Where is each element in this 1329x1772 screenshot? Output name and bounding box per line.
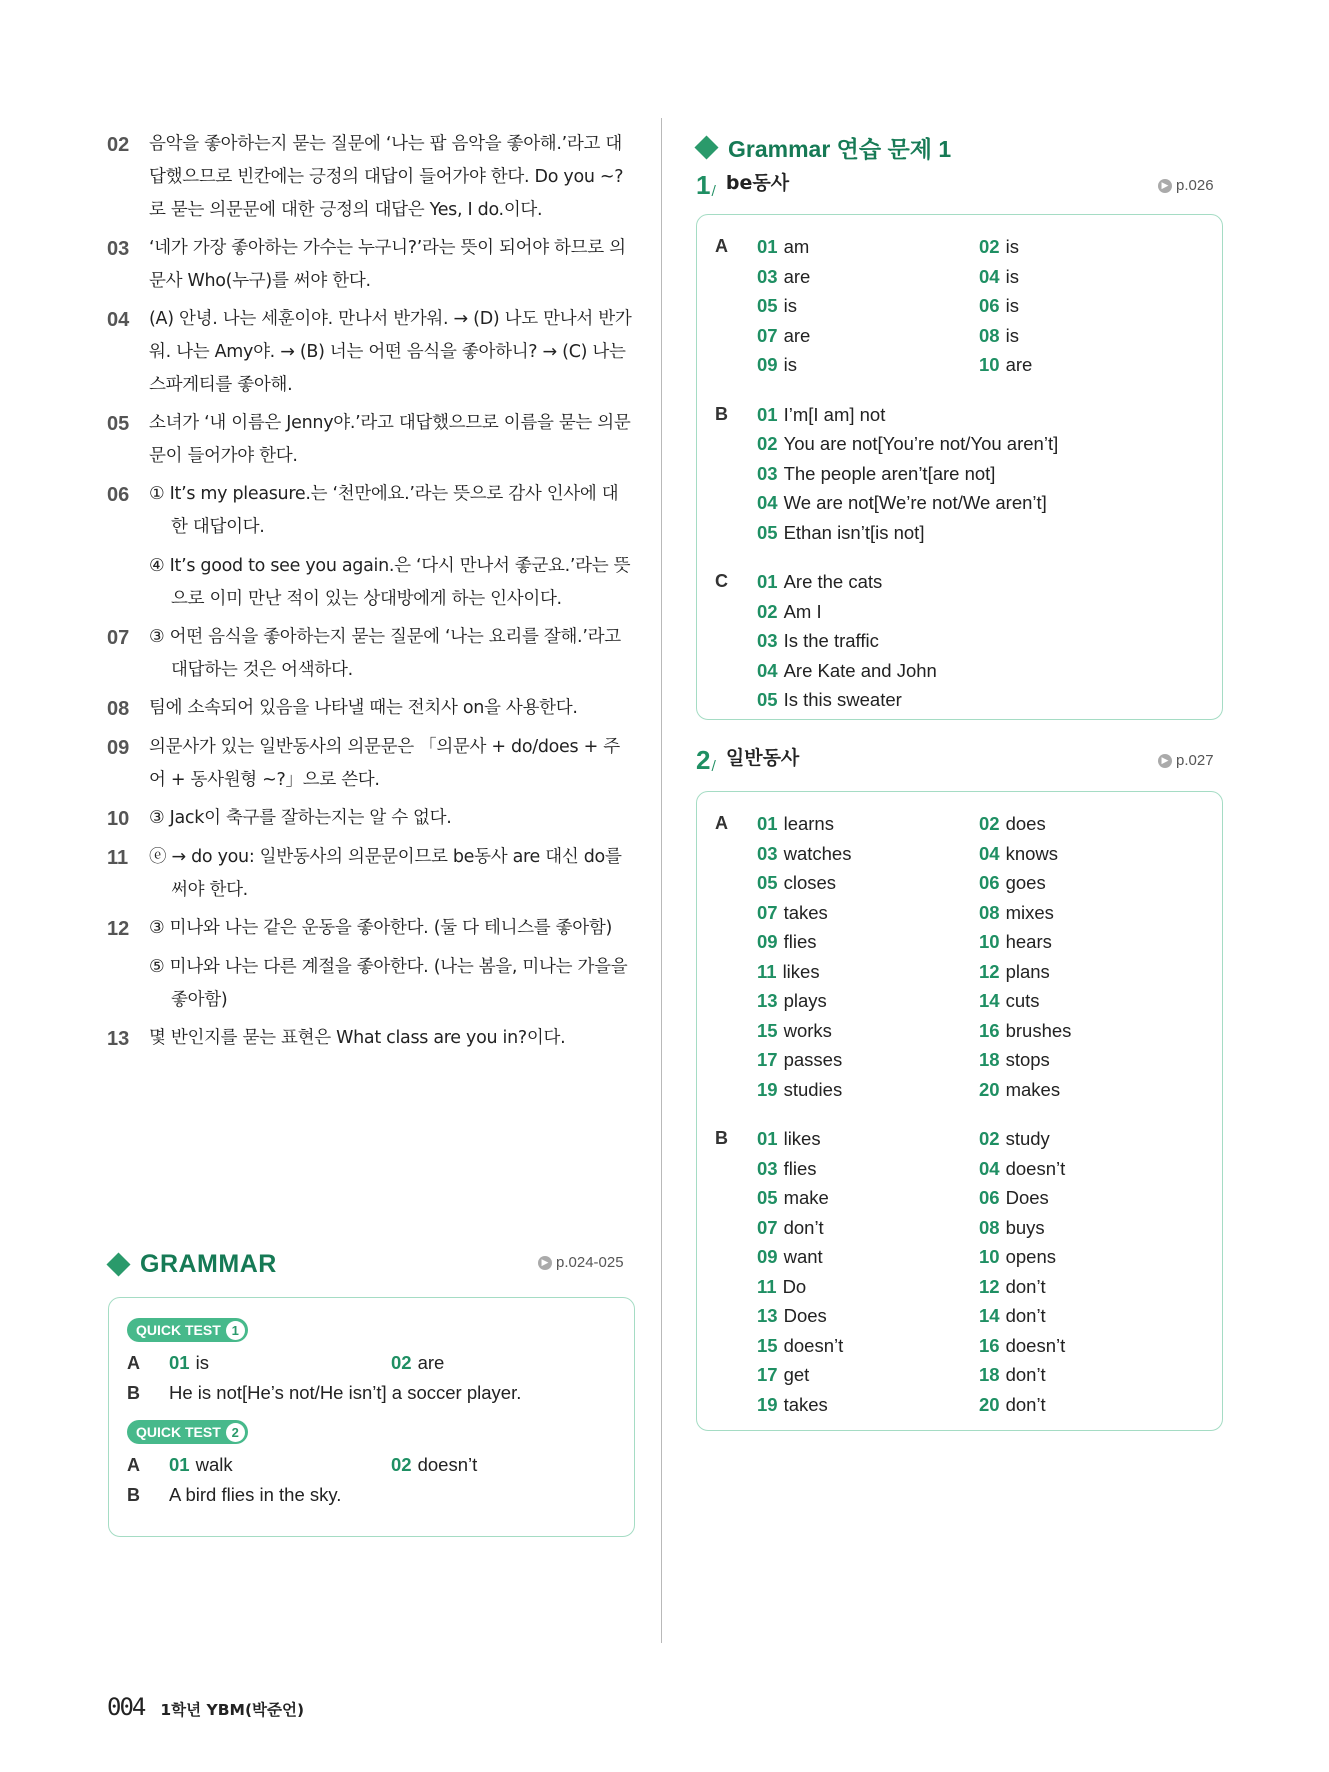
question-number: 03 — [107, 238, 130, 260]
answer-number: 02 — [979, 1128, 1000, 1149]
answer-text: don’t — [1005, 1275, 1046, 1297]
answer-item — [979, 927, 1201, 957]
explanation-text — [149, 478, 632, 616]
explanation-item — [107, 128, 632, 227]
answer-item — [169, 1352, 391, 1374]
answer-item — [979, 1360, 1201, 1390]
grammar-title: GRAMMAR — [140, 1250, 277, 1278]
answer-number: 04 — [757, 492, 778, 513]
question-number: 06 — [107, 484, 130, 506]
answer-text: likes — [782, 960, 820, 982]
answer-item — [757, 232, 979, 262]
section-2-page-ref: ▶ p.027 — [1158, 752, 1214, 769]
explanation-text — [149, 621, 632, 687]
answer-item — [979, 1331, 1201, 1361]
explanation-line: ③ 어떤 음식을 좋아하는지 묻는 질문에 ‘나는 요리를 잘해.’라고 대답하는 것은 어색하다. — [149, 627, 621, 680]
answer-number: 02 — [979, 236, 1000, 257]
answer-number: 01 — [757, 1128, 778, 1149]
group-letter: A — [715, 236, 728, 256]
answer-item — [757, 927, 979, 957]
question-number: 11 — [107, 847, 129, 869]
answer-item — [757, 656, 937, 686]
answer-text: Do — [782, 1275, 807, 1297]
question-number: 09 — [107, 737, 130, 759]
answer-text: Does — [1005, 1187, 1049, 1208]
answer-text: study — [1005, 1128, 1050, 1149]
quick-test-label: QUICK TEST 1 — [127, 1318, 248, 1342]
answer-number: 06 — [979, 295, 1000, 316]
answer-number: 08 — [979, 901, 1000, 923]
answer-item — [757, 459, 1058, 489]
answer-number: 03 — [757, 630, 778, 651]
answer-number: 05 — [757, 689, 778, 710]
answer-text: don’t — [1005, 1305, 1046, 1326]
answer-number: 16 — [979, 1334, 1000, 1356]
answer-number: 07 — [757, 324, 778, 346]
answer-sentence: He is not[He’s not/He isn’t] a soccer player. — [169, 1382, 522, 1403]
answer-item — [757, 1301, 979, 1331]
answer-item — [979, 1124, 1201, 1154]
answer-row-a — [127, 1348, 616, 1378]
answer-item — [757, 898, 979, 928]
explanation-text — [149, 303, 632, 402]
answer-number: 06 — [979, 872, 1000, 893]
answer-text: is — [1005, 265, 1019, 287]
explanation-line: ③ 미나와 나는 같은 운동을 좋아한다. (둘 다 테니스를 좋아함) — [149, 918, 612, 938]
answer-number: 13 — [757, 1305, 778, 1326]
group-letter: A — [127, 1352, 140, 1373]
answer-text: want — [783, 1246, 823, 1267]
answer-item — [757, 1360, 979, 1390]
answer-item — [979, 898, 1201, 928]
explanation-text — [149, 731, 632, 797]
answer-item — [979, 291, 1201, 321]
answer-number: 13 — [757, 990, 778, 1011]
answer-item — [979, 1390, 1201, 1420]
explanation-item — [107, 692, 632, 726]
answer-number: 07 — [757, 901, 778, 923]
explanation-item — [107, 1022, 632, 1056]
answer-item — [979, 839, 1201, 869]
answer-item — [979, 957, 1201, 987]
explanation-item — [107, 232, 632, 298]
section-1-answers — [696, 214, 1223, 720]
answer-text: flies — [783, 1157, 817, 1179]
answer-item — [979, 1045, 1201, 1075]
answer-item — [757, 321, 979, 351]
explanation-text — [149, 232, 632, 298]
answer-number: 18 — [979, 1049, 1000, 1070]
answer-text: works — [783, 1019, 832, 1041]
answer-item — [979, 262, 1201, 292]
column-divider — [661, 118, 662, 1643]
answer-number: 16 — [979, 1019, 1000, 1041]
answer-item — [979, 1016, 1201, 1046]
section-2-answers — [696, 791, 1223, 1431]
explanation-text — [149, 692, 632, 725]
answer-number: 03 — [757, 1157, 778, 1179]
answer-number: 10 — [979, 931, 1000, 952]
answer-number: 03 — [757, 462, 778, 484]
answer-number: 10 — [979, 1246, 1000, 1267]
answer-text: is — [1005, 236, 1019, 257]
page-number: 004 — [107, 1693, 145, 1721]
explanation-text — [149, 841, 632, 907]
explanation-item — [107, 841, 632, 907]
answer-item — [979, 1301, 1201, 1331]
answer-item — [391, 1454, 613, 1476]
section-1-page-ref: ▶ p.026 — [1158, 177, 1214, 194]
answer-number: 17 — [757, 1364, 778, 1385]
group-letter: C — [715, 571, 728, 591]
answer-item — [979, 321, 1201, 351]
answer-item — [757, 1124, 979, 1154]
answer-number: 09 — [757, 354, 778, 375]
answer-row-a — [127, 1450, 616, 1480]
answer-number: 05 — [757, 295, 778, 316]
quick-test-number: 1 — [226, 1321, 245, 1340]
answer-item — [979, 232, 1201, 262]
answer-item — [757, 400, 1058, 430]
answer-text: don’t — [1005, 1364, 1046, 1385]
answer-item — [979, 1075, 1201, 1105]
question-number: 02 — [107, 134, 130, 156]
answer-item — [757, 1016, 979, 1046]
answer-text: We are not[We’re not/We aren’t] — [783, 492, 1047, 513]
answer-number: 12 — [979, 960, 1000, 982]
answer-text: doesn’t — [1005, 1334, 1066, 1356]
explanation-item — [107, 478, 632, 616]
group-letter: A — [715, 813, 728, 833]
explanation-item — [107, 621, 632, 687]
quick-test-label: QUICK TEST 2 — [127, 1420, 248, 1444]
answer-text: I’m[I am] not — [783, 403, 886, 425]
answer-item — [757, 839, 979, 869]
explanation-line: ④ It’s good to see you again.은 ‘다시 만나서 좋군요.’라는 뜻으로 이미 만난 적이 있는 상대방에게 하는 인사이다. — [149, 556, 631, 609]
answer-item — [757, 1075, 979, 1105]
arrow-right-icon: ▶ — [1158, 754, 1172, 768]
answer-item — [979, 986, 1201, 1016]
section-2-heading: 2 / 일반동사 — [696, 745, 800, 775]
answer-text: The people aren’t[are not] — [783, 462, 996, 484]
answer-group-c — [715, 567, 1204, 715]
answer-item — [757, 809, 979, 839]
quick-test-1 — [127, 1318, 616, 1408]
question-number: 12 — [107, 918, 130, 940]
answer-text: don’t — [783, 1216, 824, 1238]
answer-text: Does — [783, 1305, 827, 1326]
answer-text: opens — [1005, 1246, 1056, 1267]
practice-title: Grammar 연습 문제 1 — [728, 136, 952, 162]
answer-item — [757, 597, 937, 627]
practice-heading — [695, 131, 951, 164]
answer-number: 06 — [979, 1187, 1000, 1208]
answer-number: 01 — [757, 571, 778, 592]
answer-item — [757, 1242, 979, 1272]
explanation-item — [107, 802, 632, 836]
answer-item — [757, 626, 937, 656]
answer-item — [757, 685, 937, 715]
answer-list — [757, 1124, 1201, 1419]
answer-number: 10 — [979, 354, 1000, 375]
answer-text: buys — [1005, 1216, 1045, 1238]
answer-number: 19 — [757, 1078, 778, 1100]
answer-text: studies — [783, 1078, 843, 1100]
answer-number: 05 — [757, 872, 778, 893]
answer-item — [979, 1183, 1201, 1213]
answer-number: 01 — [757, 403, 778, 425]
page-footer — [107, 1693, 304, 1721]
answer-item — [757, 429, 1058, 459]
answer-text: are — [417, 1352, 445, 1373]
answer-item — [757, 1154, 979, 1184]
answer-row-b — [127, 1480, 616, 1510]
answer-text: is — [195, 1352, 209, 1373]
answer-item — [757, 488, 1058, 518]
question-number: 07 — [107, 627, 130, 649]
explanation-text — [149, 912, 632, 1017]
answer-text: is — [783, 354, 797, 375]
answer-item — [757, 1213, 979, 1243]
answer-text: is — [1005, 295, 1019, 316]
explanation-line: ‘네가 가장 좋아하는 가수는 누구니?’라는 뜻이 되어야 하므로 의문사 Who(누구)를 써야 한다. — [149, 238, 626, 291]
answer-text: doesn’t — [1005, 1157, 1066, 1179]
answer-item — [757, 1390, 979, 1420]
answer-number: 09 — [757, 931, 778, 952]
diamond-icon — [106, 1252, 130, 1276]
quick-test-number: 2 — [226, 1423, 245, 1442]
answer-number: 11 — [757, 960, 777, 982]
answer-text: Are the cats — [783, 571, 883, 592]
answer-number: 01 — [169, 1352, 190, 1373]
explanation-line: ⓔ → do you: 일반동사의 의문문이므로 be동사 are 대신 do를 써야 한다. — [149, 847, 622, 900]
answer-number: 11 — [757, 1275, 777, 1297]
answer-number: 18 — [979, 1364, 1000, 1385]
answer-item — [757, 1183, 979, 1213]
answer-text: goes — [1005, 872, 1046, 893]
explanation-line: 음악을 좋아하는지 묻는 질문에 ‘나는 팝 음악을 좋아해.’라고 대답했으므로 빈칸에는 긍정의 대답이 들어가야 한다. Do you ~?로 묻는 의문문에 대한 긍정의 대답은 Yes, I do.이다. — [149, 134, 624, 220]
question-number: 04 — [107, 309, 130, 331]
grammar-page-ref: ▶ p.024-025 — [538, 1254, 624, 1271]
answer-text: plans — [1005, 960, 1050, 982]
group-letter: B — [127, 1382, 140, 1403]
explanation-item — [107, 407, 632, 473]
answer-number: 09 — [757, 1246, 778, 1267]
answer-item — [757, 1045, 979, 1075]
answer-list — [757, 232, 1201, 380]
footer-label: 1학년 YBM(박준언) — [160, 1701, 305, 1719]
answer-list — [757, 400, 1058, 548]
group-letter: B — [715, 1128, 728, 1148]
answer-text: Am I — [783, 600, 822, 622]
answer-item — [979, 1272, 1201, 1302]
answer-text: flies — [783, 931, 817, 952]
answer-number: 15 — [757, 1019, 778, 1041]
answer-number: 17 — [757, 1049, 778, 1070]
answer-item — [757, 1272, 979, 1302]
answer-number: 04 — [979, 265, 1000, 287]
answer-item — [757, 957, 979, 987]
quick-test-box — [108, 1297, 635, 1537]
answer-item — [757, 291, 979, 321]
answer-number: 14 — [979, 1305, 1000, 1326]
explanation-line: 팀에 소속되어 있음을 나타낼 때는 전치사 on을 사용한다. — [149, 698, 578, 718]
answer-text: passes — [783, 1049, 843, 1070]
diamond-icon — [694, 135, 718, 159]
answer-text: am — [783, 236, 810, 257]
answer-text: You are not[You’re not/You aren’t] — [783, 433, 1059, 454]
answer-text: takes — [783, 1393, 828, 1415]
answer-item — [169, 1454, 391, 1476]
answer-item — [757, 986, 979, 1016]
answer-number: 07 — [757, 1216, 778, 1238]
answer-text: takes — [783, 901, 828, 923]
answer-text: stops — [1005, 1049, 1050, 1070]
answer-number: 02 — [757, 600, 778, 622]
answer-item — [979, 1154, 1201, 1184]
answer-number: 20 — [979, 1078, 1000, 1100]
answer-number: 12 — [979, 1275, 1000, 1297]
answer-text: are — [783, 265, 811, 287]
answer-number: 04 — [757, 659, 778, 681]
answer-text: are — [783, 324, 811, 346]
answer-item — [979, 1242, 1201, 1272]
answer-text: watches — [783, 842, 852, 864]
answer-group-b — [715, 400, 1204, 548]
question-number: 08 — [107, 698, 130, 720]
answer-group-a — [715, 809, 1204, 1104]
answer-number: 03 — [757, 265, 778, 287]
answer-text: Ethan isn’t[is not] — [783, 521, 925, 543]
answer-number: 05 — [757, 521, 778, 543]
explanation-line: 의문사가 있는 일반동사의 의문문은 「의문사 + do/does + 주어 + 동사원형 ~?」으로 쓴다. — [149, 737, 620, 790]
question-number: 05 — [107, 413, 130, 435]
answer-number: 04 — [979, 1157, 1000, 1179]
answer-item — [757, 567, 937, 597]
answer-text: learns — [783, 813, 834, 834]
answer-text: doesn’t — [783, 1334, 844, 1356]
answer-text: Are Kate and John — [783, 659, 937, 681]
answer-item — [757, 1331, 979, 1361]
explanation-line: 몇 반인지를 묻는 표현은 What class are you in?이다. — [149, 1028, 566, 1048]
explanation-line: ① It’s my pleasure.는 ‘천만에요.’라는 뜻으로 감사 인사에 대한 대답이다. — [149, 484, 619, 537]
answer-item — [979, 1213, 1201, 1243]
answer-text: don’t — [1005, 1393, 1046, 1415]
answer-item — [757, 350, 979, 380]
answer-number: 08 — [979, 1216, 1000, 1238]
explanation-item — [107, 912, 632, 1017]
answer-number: 03 — [757, 842, 778, 864]
answer-text: are — [1005, 354, 1033, 375]
explanation-line: (A) 안녕. 나는 세훈이야. 만나서 반가워. → (D) 나도 만나서 반가워. 나는 Amy야. → (B) 너는 어떤 음식을 좋아하니? → (C) 나는 스파게티를 좋아해. — [149, 309, 632, 395]
answer-item — [757, 868, 979, 898]
answer-number: 02 — [757, 433, 778, 454]
answer-item — [757, 518, 1058, 548]
answer-text: is — [783, 295, 797, 316]
answer-text: cuts — [1005, 990, 1040, 1011]
answer-text: Is this sweater — [783, 689, 902, 710]
group-letter: B — [715, 403, 728, 424]
answer-text: closes — [783, 872, 837, 893]
explanation-text — [149, 1022, 632, 1055]
answer-number: 02 — [391, 1352, 412, 1373]
explanation-text — [149, 407, 632, 473]
group-letter: A — [127, 1454, 140, 1475]
explanation-item — [107, 731, 632, 797]
answer-item — [979, 809, 1201, 839]
answer-number: 02 — [391, 1454, 412, 1475]
answer-number: 15 — [757, 1334, 778, 1356]
answer-number: 20 — [979, 1393, 1000, 1415]
answer-text: makes — [1005, 1078, 1061, 1100]
answer-number: 01 — [169, 1454, 190, 1475]
answer-text: doesn’t — [417, 1454, 478, 1475]
explanation-text — [149, 128, 632, 227]
group-letter: B — [127, 1484, 140, 1505]
section-1-heading: 1 / be동사 — [696, 170, 790, 200]
answer-text: does — [1005, 813, 1046, 834]
answer-item — [757, 262, 979, 292]
answer-number: 19 — [757, 1393, 778, 1415]
answer-sentence: A bird flies in the sky. — [169, 1484, 342, 1505]
answer-text: likes — [783, 1128, 821, 1149]
arrow-right-icon: ▶ — [1158, 179, 1172, 193]
answer-item — [979, 350, 1201, 380]
explanation-text — [149, 802, 632, 835]
answer-number: 02 — [979, 813, 1000, 834]
answer-text: hears — [1005, 931, 1052, 952]
answer-item — [391, 1352, 613, 1374]
answer-number: 08 — [979, 324, 1000, 346]
answer-number: 14 — [979, 990, 1000, 1011]
answer-number: 04 — [979, 842, 1000, 864]
answer-number: 01 — [757, 236, 778, 257]
answer-group-a — [715, 232, 1204, 380]
answer-text: walk — [195, 1454, 233, 1475]
answer-list — [757, 809, 1201, 1104]
answer-item — [979, 868, 1201, 898]
grammar-heading — [107, 1250, 277, 1279]
answer-group-b — [715, 1124, 1204, 1419]
explanation-line: ③ Jack이 축구를 잘하는지는 알 수 없다. — [149, 808, 452, 828]
quick-test-2 — [127, 1420, 616, 1510]
answer-text: mixes — [1005, 901, 1054, 923]
answer-list — [757, 567, 937, 715]
answer-text: plays — [783, 990, 827, 1011]
answer-text: get — [783, 1364, 810, 1385]
answer-text: Is the traffic — [783, 630, 879, 651]
explanations-column — [107, 128, 632, 1061]
answer-text: is — [1005, 324, 1019, 346]
answer-text: make — [783, 1187, 829, 1208]
arrow-right-icon: ▶ — [538, 1256, 552, 1270]
question-number: 13 — [107, 1028, 130, 1050]
answer-number: 05 — [757, 1187, 778, 1208]
explanation-item — [107, 303, 632, 402]
explanation-line: 소녀가 ‘내 이름은 Jenny야.’라고 대답했으므로 이름을 묻는 의문문이 들어가야 한다. — [149, 413, 631, 466]
answer-row-b — [127, 1378, 616, 1408]
explanation-line: ⑤ 미나와 나는 다른 계절을 좋아한다. (나는 봄을, 미나는 가을을 좋아함) — [149, 957, 628, 1010]
question-number: 10 — [107, 808, 130, 830]
answer-text: brushes — [1005, 1019, 1072, 1041]
answer-text: knows — [1005, 842, 1059, 864]
answer-number: 01 — [757, 813, 778, 834]
